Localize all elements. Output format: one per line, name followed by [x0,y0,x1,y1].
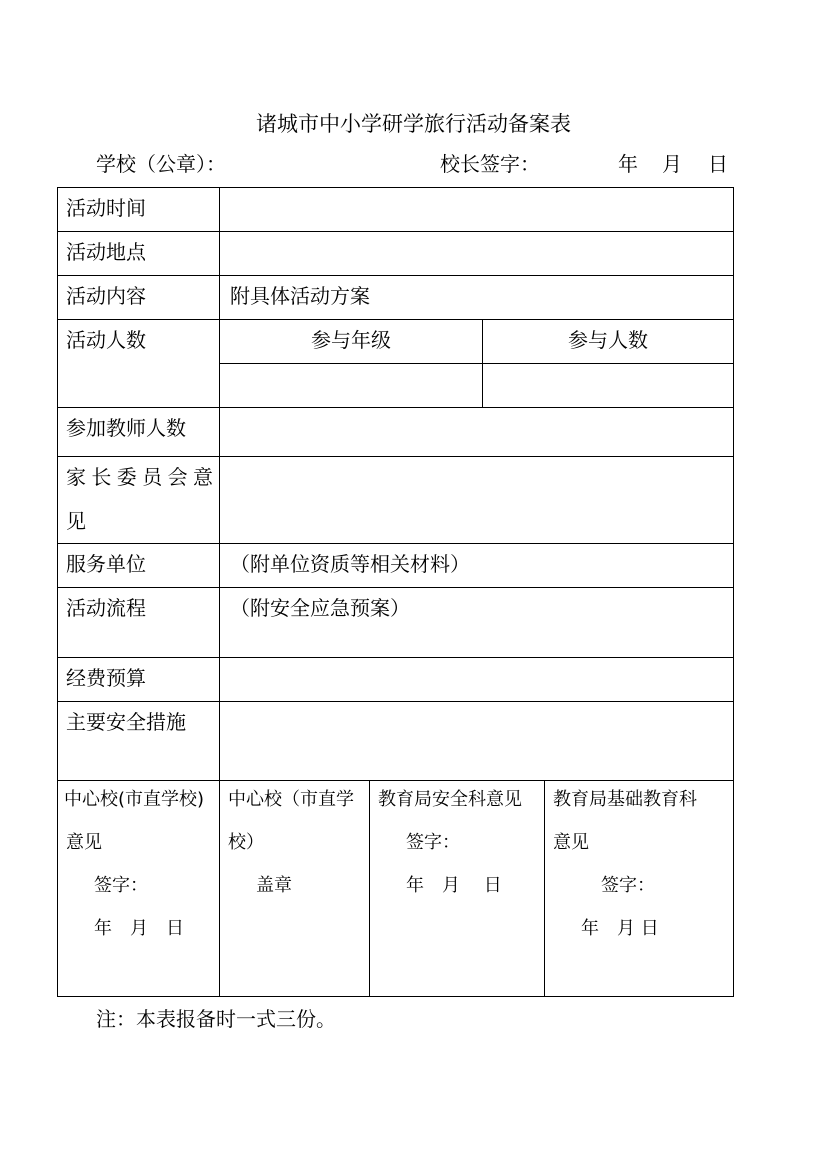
parents-committee-label-line1: 家长委员会意 [66,465,213,489]
central-school-seal-label: 盖章 [256,875,292,896]
basic-education-date-label: 年 月 日 [581,918,659,939]
central-school-opinion-title: 中心校(市直学校) [64,789,205,810]
safety-section-opinion-title: 教育局安全科意见 [378,789,522,810]
central-school-opinion-title-line2: 意见 [66,832,102,853]
row-parents-committee [58,457,734,544]
basic-education-opinion-title-line2: 意见 [553,832,589,853]
activity-time-field[interactable] [220,188,734,232]
teachers-label: 参加教师人数 [58,408,220,457]
safety-section-opinion-cell[interactable] [370,781,545,997]
row-teachers [58,408,734,457]
activity-place-field[interactable] [220,232,734,276]
header-day-label: 日 [708,152,728,176]
service-unit-label: 服务单位 [58,544,220,588]
basic-education-opinion-cell[interactable] [545,781,734,997]
safety-measures-label: 主要安全措施 [58,702,220,781]
central-school-opinion-cell[interactable] [58,781,220,997]
central-school-seal-cell[interactable] [220,781,370,997]
safety-section-date-label: 年 月 日 [406,875,502,896]
participants-label: 活动人数 [58,320,220,408]
row-activity-process [58,588,734,658]
safety-measures-field[interactable] [220,702,734,781]
row-budget [58,658,734,702]
teachers-field[interactable] [220,408,734,457]
central-school-seal-title-line2: 校） [228,832,264,853]
central-school-sign-label: 签字： [94,875,148,896]
header-month-label: 月 [662,152,682,176]
row-approvals [58,781,734,997]
header-line [96,148,736,176]
principal-signature-label: 校长签字： [440,152,540,176]
activity-process-label: 活动流程 [58,588,220,658]
budget-label: 经费预算 [58,658,220,702]
central-school-seal-title: 中心校（市直学 [228,789,354,810]
count-field[interactable] [483,364,734,408]
budget-field[interactable] [220,658,734,702]
grade-field[interactable] [220,364,483,408]
header-year-label: 年 [618,152,638,176]
row-activity-content [58,276,734,320]
parents-committee-field[interactable] [220,457,734,544]
row-service-unit [58,544,734,588]
activity-place-label: 活动地点 [58,232,220,276]
safety-section-sign-label: 签字： [406,832,460,853]
basic-education-sign-label: 签字： [601,875,655,896]
row-activity-place [58,232,734,276]
parents-committee-label-line2: 见 [66,509,86,533]
footnote: 注：本表报备时一式三份。 [96,1007,336,1031]
count-header: 参与人数 [483,320,734,364]
activity-content-label: 活动内容 [58,276,220,320]
row-safety-measures [58,702,734,781]
row-activity-time [58,188,734,232]
school-seal-label: 学校（公章）： [96,152,226,176]
filing-form-table [57,187,734,997]
activity-time-label: 活动时间 [58,188,220,232]
parents-committee-label [58,457,220,544]
activity-content-field[interactable]: 附具体活动方案 [220,276,734,320]
central-school-date-label: 年 月 日 [94,918,184,939]
service-unit-field[interactable]: （附单位资质等相关材料） [220,544,734,588]
basic-education-opinion-title: 教育局基础教育科 [553,789,697,810]
row-participants-header [58,320,734,364]
activity-process-field[interactable]: （附安全应急预案） [220,588,734,658]
grade-header: 参与年级 [220,320,483,364]
form-title: 诸城市中小学研学旅行活动备案表 [256,112,571,136]
